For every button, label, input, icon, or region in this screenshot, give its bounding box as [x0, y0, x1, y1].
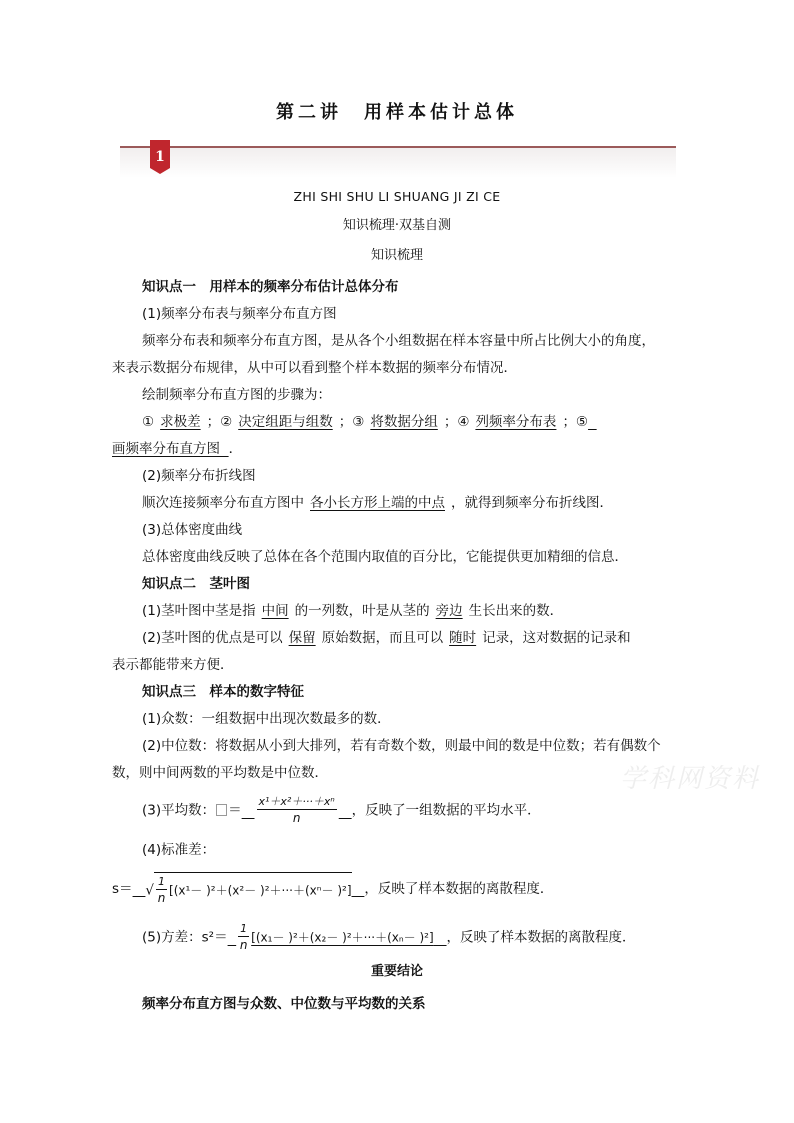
kp1-item1-title: (1)频率分布表与频率分布直方图	[142, 306, 337, 322]
step-3-number: ；③	[338, 414, 365, 430]
kp1-item2-title: (2)频率分布折线图	[142, 468, 256, 484]
xbar-symbol	[216, 804, 227, 816]
kp2-l2-post: 记录，这对数据的记录和	[482, 630, 631, 646]
mean-post: ，反映了一组数据的平均水平．	[351, 802, 541, 819]
sd-lhs: s＝	[112, 881, 133, 897]
kp2-l1-post: 生长出来的数．	[468, 603, 564, 619]
kp2-l1-mid: 的一列数，叶是从茎的	[294, 603, 430, 619]
section-subtitle: 知识梳理·双基自测	[342, 218, 452, 233]
mean-fraction	[257, 795, 337, 826]
section-number-badge	[148, 140, 172, 174]
kp2-l1-answer2: 旁边	[435, 603, 463, 619]
section-divider	[120, 146, 676, 148]
kp1-item3-text: 总体密度曲线反映了总体在各个范围内取值的百分比，它能提供更加精细的信息．	[142, 549, 628, 565]
item2-post: ，就得到频率分布折线图．	[451, 495, 613, 511]
kp3-sd-title: (4)标准差：	[142, 842, 216, 858]
kp1-item3-title: (3)总体密度曲线	[142, 522, 243, 538]
mean-equals: ＝	[228, 802, 242, 819]
item2-pre: 顺次连接频率分布直方图中	[142, 495, 304, 511]
var-label: (5)方差：s²＝	[142, 929, 228, 946]
step-3-answer: 将数据分组	[370, 414, 438, 430]
badge-number: 1	[155, 149, 165, 165]
kp1-heading: 知识点一 用样本的频率分布估计总体分布	[142, 279, 399, 295]
kp1-steps	[142, 412, 682, 432]
kp2-heading: 知识点二 茎叶图	[142, 576, 250, 592]
kp3-sd-formula	[112, 872, 652, 906]
sd-fraction	[156, 875, 167, 906]
item2-answer: 各小长方形上端的中点	[310, 495, 445, 511]
kp2-line2	[142, 628, 682, 648]
steps-end: ．	[228, 441, 243, 457]
kp1-item1-text: 频率分布表和频率分布直方图，是从各个小组数据在样本容量中所占比例大小的角度，	[142, 333, 655, 349]
step-4-number: ；④	[443, 414, 470, 430]
kp1-item2-text	[142, 493, 682, 513]
step-2-number: ；②	[206, 414, 233, 430]
step-5-answer: 画频率分布直方图	[112, 441, 220, 457]
kp2-line1	[142, 601, 682, 621]
kp3-mode: (1)众数：一组数据中出现次数最多的数．	[142, 711, 391, 727]
step-1-answer: 求极差	[160, 414, 201, 430]
kp2-l2-answer1: 保留	[288, 630, 316, 646]
sd-body: [(x¹－ )²＋(x²－ )²＋···＋(xⁿ－ )²]	[169, 883, 352, 898]
kp2-l1-answer1: 中间	[261, 603, 289, 619]
var-body: [(x₁－ )²＋(x₂－ )²＋···＋(xₙ－ )²]	[251, 930, 434, 945]
page-title	[0, 98, 794, 124]
sqrt-sign: √ $\frac{1}{n}$ [(x¹－ )²＋(x²－ )²＋···＋(xⁿ－ )²]	[145, 872, 351, 906]
kp3-variance	[142, 922, 682, 953]
kp1-item1-text-cont: 来表示数据分布规律，从中可以看到整个样本数据的频率分布情况．	[112, 360, 517, 376]
kp2-l2-answer2: 随时	[449, 630, 477, 646]
kp1-steps-cont	[112, 439, 652, 459]
section-divider-shade	[120, 148, 676, 178]
kp3-mean	[142, 795, 682, 826]
step-2-answer: 决定组距与组数	[238, 414, 333, 430]
sd-one: 1	[158, 875, 166, 888]
kp3-median-cont: 数，则中间两数的平均数是中位数．	[112, 765, 328, 781]
section-heading: 知识梳理	[370, 248, 423, 263]
step-4-answer: 列频率分布表	[475, 414, 557, 430]
var-post: ，反映了样本数据的离散程度．	[446, 929, 636, 946]
kp3-heading: 知识点三 样本的数字特征	[142, 684, 304, 700]
conclusion-title: 重要结论	[370, 964, 423, 979]
kp2-l1-pre: (1)茎叶图中茎是指	[142, 603, 256, 619]
var-n: n	[239, 938, 248, 952]
step-1-number: ①	[142, 414, 155, 430]
kp2-line2-cont: 表示都能带来方便．	[112, 657, 234, 673]
mean-numerator: x¹＋x²＋···＋xⁿ	[258, 795, 335, 808]
kp3-median: (2)中位数：将数据从小到大排列，若有奇数个数，则最中间的数是中位数；若有偶数个	[142, 738, 661, 754]
watermark: 学科网资料	[620, 764, 761, 794]
conclusion-text: 频率分布直方图与众数、中位数与平均数的关系	[142, 996, 426, 1012]
step-5-number: ；⑤	[562, 414, 589, 430]
mean-denominator: n	[292, 811, 301, 825]
var-one: 1	[240, 922, 248, 935]
sd-n: n	[157, 891, 166, 905]
var-fraction	[238, 922, 249, 953]
title-lecture: 第二讲	[276, 102, 342, 123]
title-topic: 用样本估计总体	[364, 102, 518, 123]
mean-label: (3)平均数：	[142, 802, 216, 819]
kp2-l2-pre: (2)茎叶图的优点是可以	[142, 630, 283, 646]
pinyin-heading: ZHI SHI SHU LI SHUANG JI ZI CE	[293, 189, 501, 204]
kp1-steps-intro: 绘制频率分布直方图的步骤为：	[142, 387, 331, 403]
sd-post: ，反映了样本数据的离散程度．	[364, 881, 554, 897]
kp2-l2-mid: 原始数据，而且可以	[321, 630, 444, 646]
